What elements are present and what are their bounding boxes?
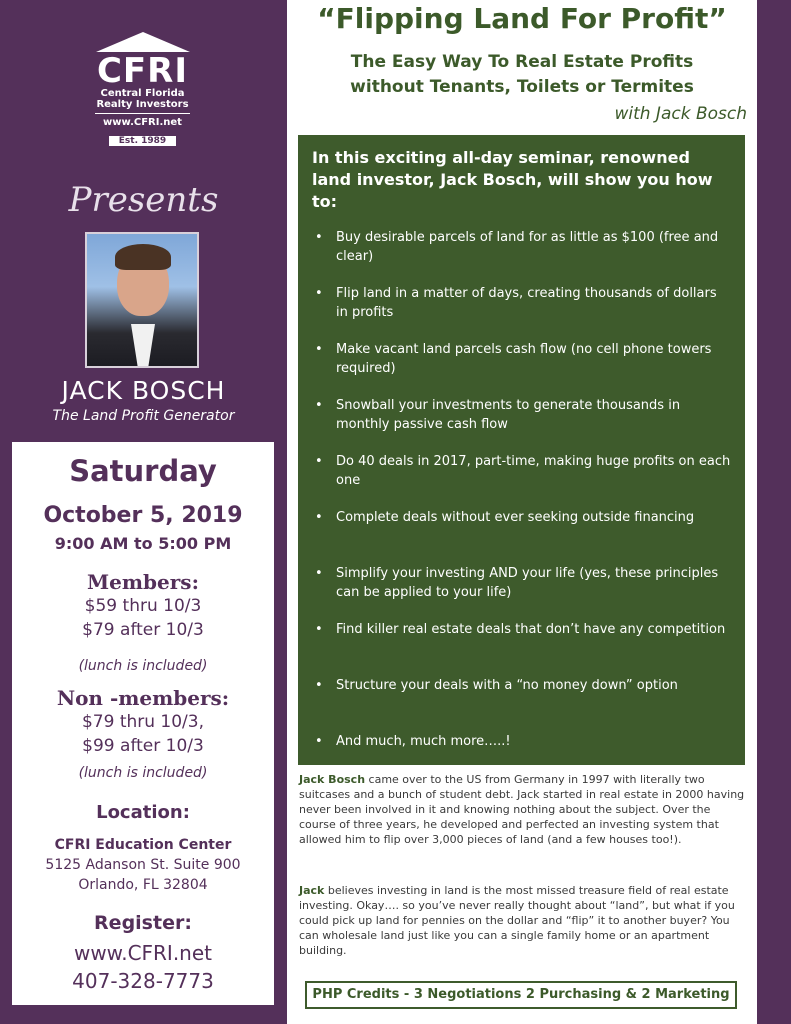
list-item (312, 340, 732, 396)
right-stripe (757, 0, 791, 1024)
bullet-icon: • (315, 734, 323, 749)
register-heading: Register: (94, 912, 192, 934)
roof-icon (96, 32, 190, 52)
bullet-icon: • (315, 230, 323, 245)
bio-paragraph-1 (299, 772, 746, 847)
bullet-icon: • (315, 454, 323, 469)
list-item-text: Simplify your investing AND your life (yes, these principles can be applied to your life) (336, 566, 719, 600)
members-price-1: $59 thru 10/3 (84, 596, 202, 616)
list-item-text: Make vacant land parcels cash flow (no cell phone towers required) (336, 342, 712, 376)
nonmembers-heading: Non -members: (56, 686, 230, 710)
event-date: October 5, 2019 (43, 503, 243, 528)
list-item (312, 564, 732, 620)
nonmembers-price-2: $99 after 10/3 (82, 736, 204, 756)
subtitle-line-1: The Easy Way To Real Estate Profits (350, 52, 694, 72)
list-item (312, 284, 732, 340)
list-item-text: Structure your deals with a “no money down” option (336, 678, 678, 693)
bullet-icon: • (315, 678, 323, 693)
list-item (312, 620, 732, 676)
speaker-tagline: The Land Profit Generator (52, 408, 235, 424)
bullet-icon: • (315, 510, 323, 525)
speaker-photo (85, 232, 199, 368)
logo-url: www.CFRI.net (95, 113, 190, 128)
register-phone[interactable]: 407-328-7773 (72, 969, 214, 993)
nonmembers-price-1: $79 thru 10/3, (81, 712, 205, 732)
bio-text-2: believes investing in land is the most missed treasure field of real estate investing. Okay…. so you’ve never really thought about “land”, but what if you could pick up land for pennies on the dollar and “flip” it to another buyer? You can wholesale land just like you can a single family home or an apartment building. (299, 884, 735, 957)
list-item-text: Snowball your investments to generate thousands in monthly passive cash flow (336, 398, 681, 432)
seminar-intro (312, 147, 732, 213)
logo-est: Est. 1989 (109, 136, 176, 146)
location-line-2: 5125 Adanson St. Suite 900 (45, 857, 241, 873)
subtitle-line-2: without Tenants, Toilets or Termites (350, 77, 694, 97)
speaker-name: JACK BOSCH (61, 376, 226, 405)
logo-line1: Central Florida (100, 88, 185, 99)
event-time: 9:00 AM to 5:00 PM (54, 534, 232, 553)
bio-name-2: Jack (299, 884, 325, 897)
members-lunch-note: (lunch is included) (78, 658, 208, 674)
list-item (312, 676, 732, 732)
cfri-logo (95, 32, 190, 158)
bullet-icon: • (315, 566, 323, 581)
bio-paragraph-2 (299, 883, 746, 958)
seminar-box (298, 135, 745, 765)
php-credits-box: PHP Credits - 3 Negotiations 2 Purchasing & 2 Marketing (305, 981, 737, 1009)
bullet-icon: • (315, 398, 323, 413)
location-line-1: CFRI Education Center (54, 837, 232, 853)
register-url[interactable]: www.CFRI.net (73, 941, 213, 965)
list-item (312, 396, 732, 452)
list-item-text: Complete deals without ever seeking outside financing (336, 510, 695, 525)
with-speaker: with Jack Bosch (614, 104, 747, 124)
presents-text: Presents (68, 180, 219, 220)
list-item (312, 452, 732, 508)
event-info-box (12, 442, 274, 1005)
bio-text-1: came over to the US from Germany in 1997 with literally two suitcases and a bunch of student debt. Jack started in real estate in 2000 having never been involved in it and knowing nothing about the subject. Over the course of three years, he developed and perfected an investing system that allowed him to flip over 3,000 pieces of land (and a few houses too!). (299, 773, 745, 846)
bullet-icon: • (315, 622, 323, 637)
members-heading: Members: (87, 570, 199, 594)
logo-brand: CFRI (96, 51, 188, 91)
list-item (312, 228, 732, 284)
intro-part-a: In this exciting all-day seminar, renowned land investor, (312, 148, 690, 189)
location-line-3: Orlando, FL 32804 (78, 877, 208, 893)
event-day: Saturday (69, 454, 217, 488)
list-item-text: Buy desirable parcels of land for as little as $100 (free and clear) (336, 230, 719, 264)
list-item (312, 508, 732, 564)
logo-line2: Realty Investors (96, 99, 189, 110)
nonmembers-lunch-note: (lunch is included) (78, 765, 208, 781)
intro-part-b: , will show you how to: (312, 170, 713, 211)
list-item-text: And much, much more…..! (336, 734, 511, 749)
members-price-2: $79 after 10/3 (82, 620, 204, 640)
shirt-shape (131, 324, 155, 368)
benefit-list (312, 228, 732, 788)
page-title: “Flipping Land For Profit” (317, 2, 727, 35)
page-subtitle (287, 50, 757, 100)
list-item-text: Flip land in a matter of days, creating thousands of dollars in profits (336, 286, 717, 320)
location-heading: Location: (96, 802, 190, 823)
list-item-text: Find killer real estate deals that don’t have any competition (336, 622, 726, 637)
bio-name-1: Jack Bosch (299, 773, 366, 786)
intro-speaker-name: Jack Bosch (440, 170, 537, 189)
bullet-icon: • (315, 286, 323, 301)
bullet-icon: • (315, 342, 323, 357)
hair-shape (115, 244, 171, 270)
list-item-text: Do 40 deals in 2017, part-time, making huge profits on each one (336, 454, 731, 488)
